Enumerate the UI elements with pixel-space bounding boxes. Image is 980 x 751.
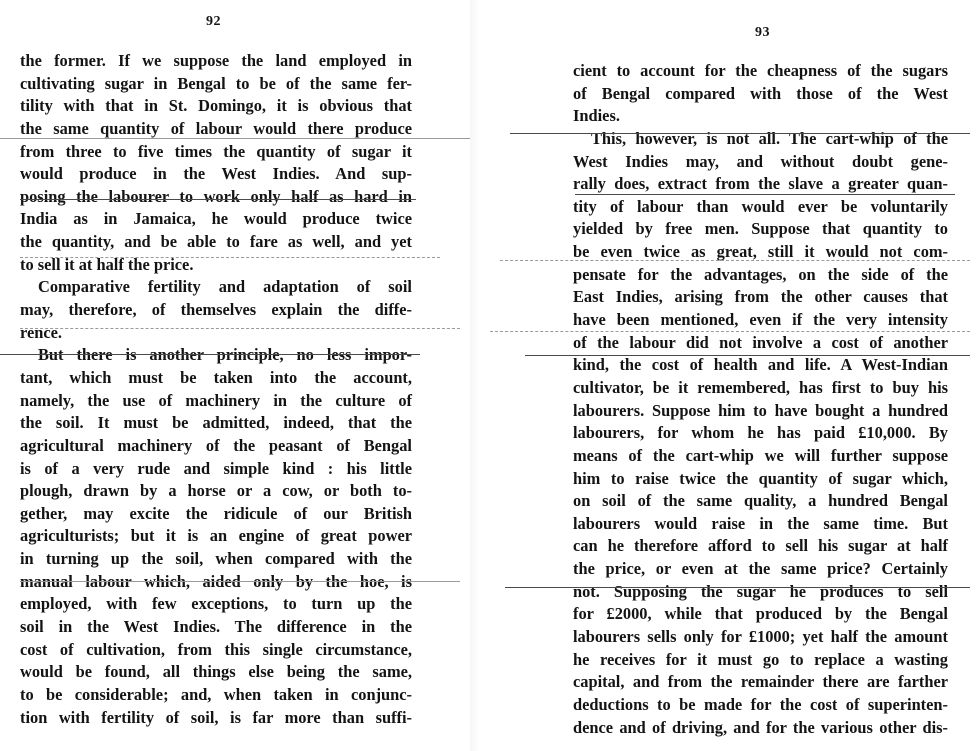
text-line: in turning up the soil, when compared with the xyxy=(20,549,412,569)
text-line: India as in Jamaica, he would produce twice xyxy=(20,209,412,229)
scan-line xyxy=(0,354,420,355)
text-line: pensate for the advantages, on the side of the xyxy=(573,264,948,284)
right-page xyxy=(480,0,980,751)
text-line: the quantity, and be able to fare as well, and yet xyxy=(20,232,412,252)
text-line: East Indies, arising from the other causes that xyxy=(573,287,948,307)
page-number: 92 xyxy=(206,14,221,29)
text-line: may, therefore, of themselves explain the diffe- xyxy=(20,300,412,320)
left-page xyxy=(0,0,470,751)
scan-line xyxy=(490,331,970,332)
page-text xyxy=(573,60,948,739)
text-line: This, however, is not all. The cart-whip of the xyxy=(591,128,948,148)
text-line: gether, may excite the ridicule of our British xyxy=(20,503,412,523)
text-line: agricultural machinery of the peasant of Bengal xyxy=(20,435,412,455)
text-line: him to raise twice the quantity of sugar which, xyxy=(573,468,948,488)
text-line: of Bengal compared with those of the West xyxy=(573,83,948,103)
scan-line xyxy=(20,257,440,258)
text-line: tion with fertility of soil, is far more than suffi- xyxy=(20,707,412,727)
page-number: 93 xyxy=(755,25,770,40)
text-line: cultivator, be it remembered, has first to buy his xyxy=(573,377,948,397)
text-line: soil in the West Indies. The difference in the xyxy=(20,617,412,637)
text-line: West Indies may, and without doubt gene- xyxy=(573,151,948,171)
text-line: tity of labour than would ever be voluntarily xyxy=(573,196,948,216)
text-line: would produce in the West Indies. And sup- xyxy=(20,164,412,184)
text-line: tant, which must be taken into the account, xyxy=(20,367,412,387)
text-line: for £2000, while that produced by the Bengal xyxy=(573,604,948,624)
scan-line xyxy=(525,355,970,356)
text-line: agriculturists; but it is an engine of great power xyxy=(20,526,412,546)
text-line: rence. xyxy=(20,322,63,342)
text-line: employed, with few exceptions, to turn up the xyxy=(20,594,412,614)
text-line: the same quantity of labour would there produce xyxy=(20,118,412,138)
text-line: of the labour did not involve a cost of another xyxy=(573,332,948,352)
text-line: labourers. Suppose him to have bought a hundred xyxy=(573,400,948,420)
text-line: capital, and from the remainder there are farther xyxy=(573,672,948,692)
text-line: labourers sells only for £1000; yet half the amount xyxy=(573,627,948,647)
scan-line xyxy=(0,138,470,139)
text-line: to be considerable; and, when taken in conjunc- xyxy=(20,684,412,704)
text-line: he receives for it must go to replace a wasting xyxy=(573,649,948,669)
book-gutter xyxy=(470,0,480,751)
text-line: the former. If we suppose the land employed in xyxy=(20,51,412,70)
text-line: means of the cart-whip we will further suppose xyxy=(573,445,948,465)
scan-line xyxy=(510,133,970,134)
text-line: is of a very rude and simple kind : his little xyxy=(20,458,412,478)
text-line: But there is another principle, no less impor- xyxy=(38,345,412,365)
text-line: deductions to be made for the cost of superinten- xyxy=(573,694,948,714)
text-line: yielded by free men. Suppose that quantity to xyxy=(573,219,948,239)
text-line: labourers would raise in the same time. But xyxy=(573,513,948,533)
text-line: be even twice as great, still it would not com- xyxy=(573,242,948,262)
text-line: dence and of driving, and for the various other dis- xyxy=(573,717,948,737)
text-line: namely, the use of machinery in the culture of xyxy=(20,390,412,410)
text-line: have been mentioned, even if the very intensity xyxy=(573,310,948,330)
scan-line xyxy=(575,194,955,195)
text-line: manual labour which, aided only by the hoe, is xyxy=(20,571,412,591)
text-line: Indies. xyxy=(573,106,620,126)
text-line: cient to account for the cheapness of the sugars xyxy=(573,61,948,80)
scan-line xyxy=(20,328,460,329)
text-line: would be found, all things else being the same, xyxy=(20,662,412,682)
text-line: posing the labourer to work only half as hard in xyxy=(20,186,412,206)
text-line: plough, drawn by a horse or a cow, or both to- xyxy=(20,481,412,501)
text-line: rally does, extract from the slave a greater quan- xyxy=(573,174,948,194)
scan-line xyxy=(505,587,970,588)
text-line: can he therefore afford to sell his sugar at half xyxy=(573,536,948,556)
text-line: cost of cultivation, from this single circumstance, xyxy=(20,639,412,659)
text-line: on soil of the same quality, a hundred Bengal xyxy=(573,491,948,511)
text-line: Comparative fertility and adaptation of soil xyxy=(38,277,412,297)
page-text xyxy=(20,50,412,729)
text-line: tility with that in St. Domingo, it is obvious that xyxy=(20,96,412,116)
scan-line xyxy=(500,260,970,261)
text-line: labourers, for whom he has paid £10,000. By xyxy=(573,423,948,443)
text-line: the price, or even at the same price? Certainly xyxy=(573,559,948,579)
text-line: cultivating sugar in Bengal to be of the same fer- xyxy=(20,73,412,93)
text-line: to sell it at half the price. xyxy=(20,254,194,274)
scan-line xyxy=(20,199,416,200)
text-line: not. Supposing the sugar he produces to sell xyxy=(573,581,948,601)
text-line: kind, the cost of health and life. A West-Indian xyxy=(573,355,948,375)
scan-line xyxy=(20,581,460,582)
text-line: the soil. It must be admitted, indeed, that the xyxy=(20,413,412,433)
text-line: from three to five times the quantity of sugar it xyxy=(20,141,412,161)
